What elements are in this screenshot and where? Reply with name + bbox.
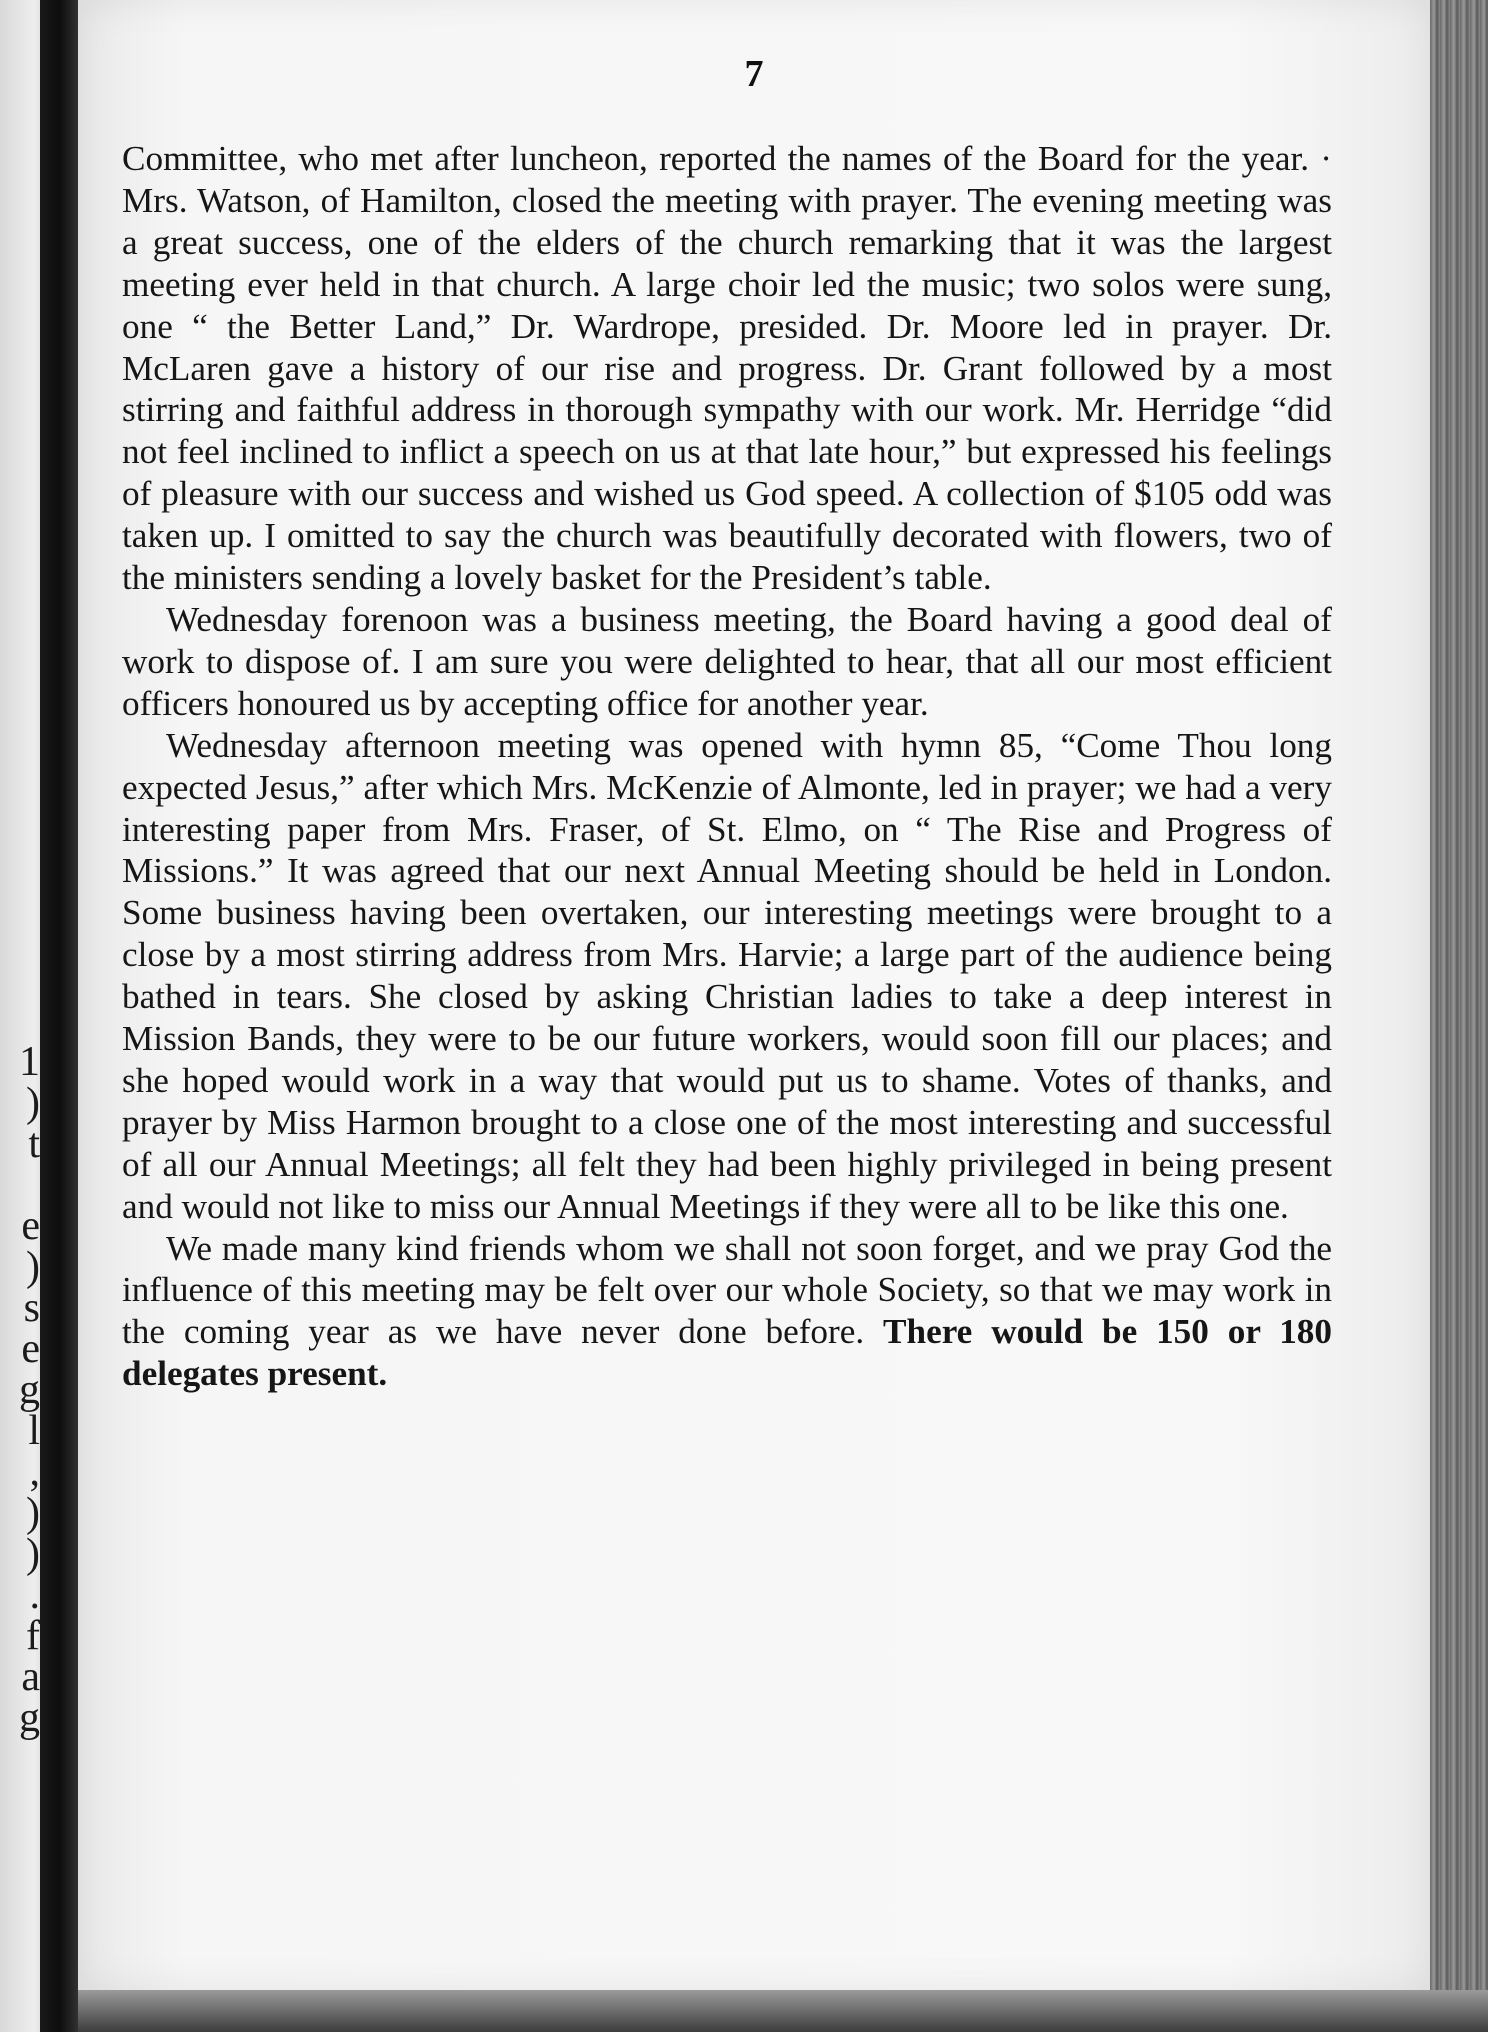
paragraph-continued: Committee, who met after luncheon, reported the names of the Board for the year. · Mrs. Watson, of Hamilton, closed the meeting with prayer. The evening meeting was a great success, one of the elders of the church remarking that it was the largest meeting ever held in that church. A large choir led the music; two solos were sung, one “ the Better Land,” Dr. Wardrope, presided. Dr. Moore led in prayer. Dr. McLaren gave a history of our rise and progress. Dr. Grant followed by a most stirring and faithful address in thorough sympathy with our work. Mr. Herridge “did not feel inclined to inflict a speech on us at that late hour,” but expressed his feelings of pleasure with our success and wished us God speed. A collection of $105 odd was taken up. I omitted to say the church was beautifully decorated with flowers, two of the ministers sending a lovely basket for the President’s table.: [122, 139, 1332, 598]
page-bottom-edge: [78, 1990, 1488, 2032]
paragraph-wednesday-forenoon: Wednesday forenoon was a business meeting, the Board having a good deal of work to dispose of. I am sure you were delighted to hear, that all our most efficient officers honoured us by accepting office for another year.: [122, 599, 1332, 723]
page-number: 7: [744, 53, 764, 95]
paragraph-wednesday-afternoon: Wednesday afternoon meeting was opened with hymn 85, “Come Thou long expected Jesus,” after which Mrs. McKenzie of Almonte, led in prayer; we had a very interesting paper from Mrs. Fraser, of St. Elmo, on “ The Rise and Progress of Missions.” It was agreed that our next Annual Meeting should be held in London. Some business having been overtaken, our interesting meetings were brought to a close by a most stirring address from Mrs. Harvie; a large part of the audience being bathed in tears. She closed by asking Christian ladies to take a deep interest in Mission Bands, they were to be our future workers, would soon fill our places; and she hoped would work in a way that would put us to shame. Votes of thanks, and prayer by Miss Harmon brought to a close one of the most interesting and successful of all our Annual Meetings; all felt they had been highly privileged in being present and would not like to miss our Annual Meetings if they were all to be like this one.: [122, 725, 1332, 1226]
page-stack-edge: [1420, 0, 1488, 2032]
delegates-note: There would be 150 or 180 delegates present.: [122, 1312, 1332, 1394]
book-page: [78, 0, 1430, 1990]
paragraph-closing: [122, 1228, 1332, 1396]
facing-page-letter-fragments: 1 ) t e ) s e g l , ) ) . f a g: [19, 1039, 40, 1741]
page-body: [122, 138, 1332, 1395]
closing-text: We made many kind friends whom we shall not soon forget, and we pray God the influence of this meeting may be felt over our whole Society, so that we may work in the coming year as we have never done before.: [122, 1228, 1332, 1352]
